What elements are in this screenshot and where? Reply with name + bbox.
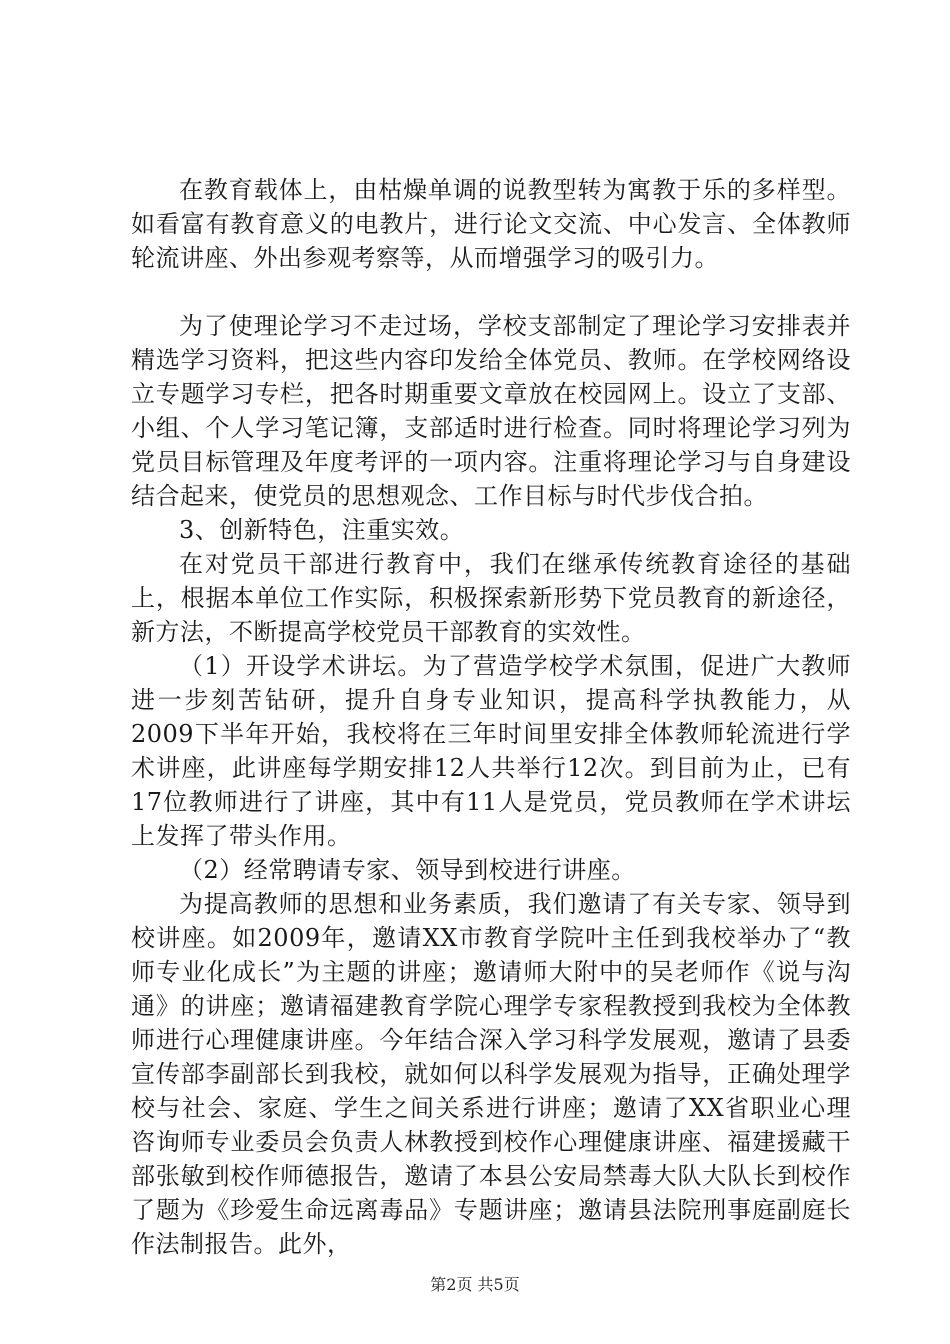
paragraph-expert-lectures: 为提高教师的思想和业务素质，我们邀请了有关专家、领导到校讲座。如2009年，邀请XX市教育学院叶主任到我校举办了“教师专业化成长”为主题的讲座；邀请师大附中的吴老师作《说与沟通》的讲座；邀请福建教育学院心理学专家程教授到我校为全体教师进行心理健康讲座。今年结合深入学习科学发展观，邀请了县委宣传部李副部长到我校，就如何以科学发展观为指导，正确处理学校与社会、家庭、学生之间关系进行讲座；邀请了XX省职业心理咨询师专业委员会负责人林教授到校作心理健康讲座、福建援藏干部张敏到校作师德报告，邀请了本县公安局禁毒大队大队长到校作了题为《珍爱生命远离毒品》专题讲座；邀请县法院刑事庭副庭长作法制报告。此外， [131, 890, 851, 1258]
page-footer: 第2页 共5页 [430, 1275, 520, 1294]
paragraph-academic-forum: （1）开设学术讲坛。为了营造学校学术氛围，促进广大教师进一步刻苦钻研，提升自身专业知识，提高科学执教能力，从2009下半年开始，我校将在三年时间里安排全体教师轮流进行学术讲座，此讲座每学期安排12人共举行12次。到目前为止，已有17位教师进行了讲座，其中有11人是党员，党员教师在学术讲坛上发挥了带头作用。 [131, 652, 851, 850]
subheading-invite-experts: （2）经常聘请专家、领导到校进行讲座。 [179, 856, 636, 884]
section-heading-innovation: 3、创新特色，注重实效。 [179, 516, 465, 544]
paragraph-party-education: 在对党员干部进行教育中，我们在继承传统教育途径的基础上，根据本单位工作实际，积极探索新形势下党员教育的新途径，新方法，不断提高学校党员干部教育的实效性。 [131, 550, 851, 646]
paragraph-theory-study: 为了使理论学习不走过场，学校支部制定了理论学习安排表并精选学习资料，把这些内容印发给全体党员、教师。在学校网络设立专题学习专栏，把各时期重要文章放在校园网上。设立了支部、小组、个人学习笔记簿，支部适时进行检查。同时将理论学习列为党员目标管理及年度考评的一项内容。注重将理论学习与自身建设结合起来，使党员的思想观念、工作目标与时代步伐合拍。 [131, 312, 851, 510]
body-text [131, 173, 851, 1261]
paragraph-education-carrier: 在教育载体上，由枯燥单调的说教型转为寓教于乐的多样型。如看富有教育意义的电教片，进行论文交流、中心发言、全体教师轮流讲座、外出参观考察等，从而增强学习的吸引力。 [131, 176, 851, 272]
